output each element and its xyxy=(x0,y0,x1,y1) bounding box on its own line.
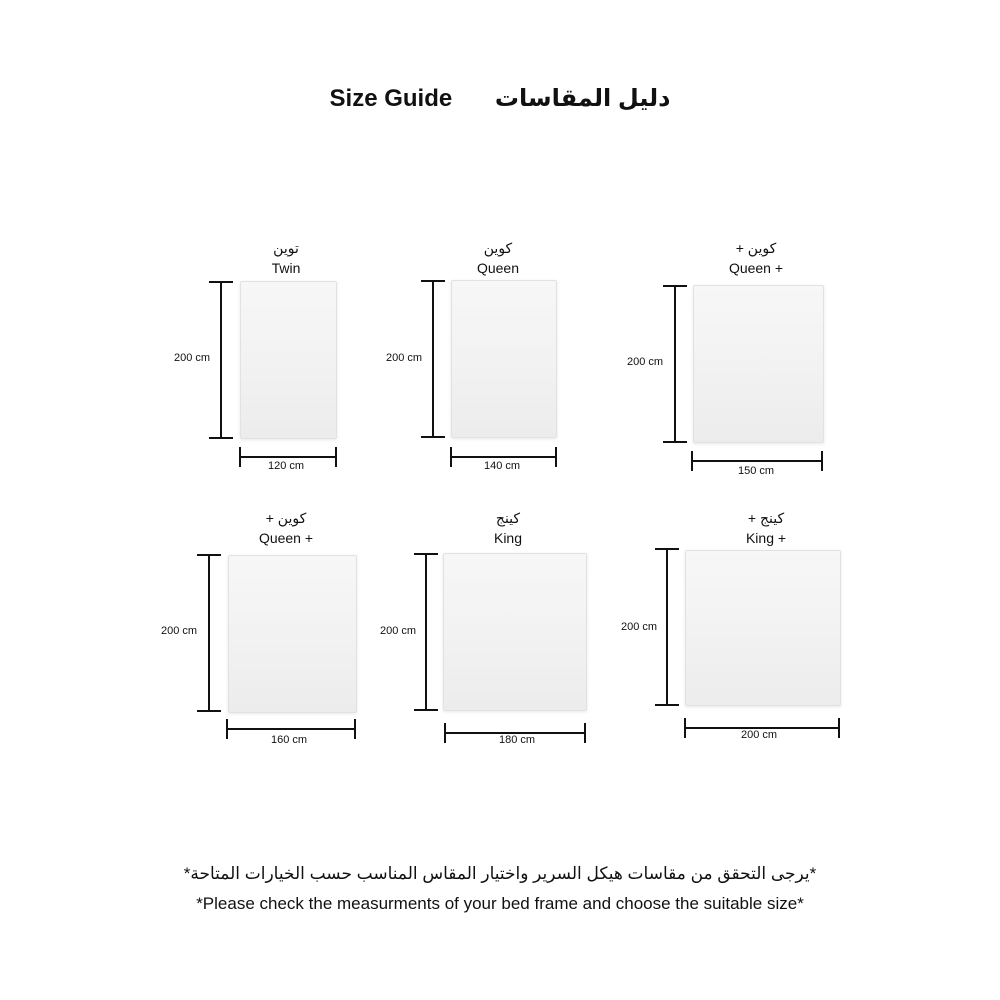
footer-note-english: *Please check the measurments of your bed frame and choose the suitable size* xyxy=(196,894,804,913)
mattress-image xyxy=(693,285,824,443)
size-label xyxy=(236,238,336,278)
size-name-arabic: كوين xyxy=(483,240,513,256)
page-title xyxy=(0,84,1000,113)
mattress-image xyxy=(443,553,587,711)
width-dimension-line xyxy=(450,456,557,458)
width-label: 160 cm xyxy=(271,734,308,746)
size-name-arabic: كوين + xyxy=(265,510,307,526)
title-english: Size Guide xyxy=(329,85,453,112)
length-dimension-line xyxy=(674,285,676,443)
length-dimension-line xyxy=(208,554,210,712)
length-dimension-line xyxy=(220,281,222,439)
width-label: 120 cm xyxy=(268,460,305,472)
size-name-arabic: توين xyxy=(273,240,299,256)
size-label xyxy=(458,508,558,548)
mattress-image xyxy=(228,555,357,713)
mattress-image xyxy=(685,550,841,706)
size-name-english: Twin xyxy=(271,260,301,276)
length-label: 200 cm xyxy=(161,625,198,637)
length-label: 200 cm xyxy=(386,352,423,364)
size-label xyxy=(706,238,806,278)
size-name-english: Queen + xyxy=(728,260,784,276)
size-name-arabic: كوين + xyxy=(735,240,777,256)
size-label xyxy=(448,238,548,278)
mattress-image xyxy=(451,280,557,438)
size-name-english: Queen + xyxy=(258,530,314,546)
footer-note-arabic: *يرجى التحقق من مقاسات هيكل السرير واختيار المقاس المناسب حسب الخيارات المتاحة* xyxy=(183,864,817,883)
size-name-arabic: كينج xyxy=(495,510,521,526)
size-label xyxy=(236,508,336,548)
size-name-arabic: كينج + xyxy=(747,510,785,526)
width-label: 140 cm xyxy=(484,460,521,472)
size-name-english: Queen xyxy=(476,260,520,276)
length-dimension-line xyxy=(425,553,427,711)
size-name-english: King xyxy=(493,530,523,546)
length-label: 200 cm xyxy=(174,352,211,364)
size-name-english: King + xyxy=(745,530,787,546)
length-dimension-line xyxy=(666,548,668,706)
length-label: 200 cm xyxy=(380,625,417,637)
mattress-image xyxy=(240,281,337,439)
width-dimension-line xyxy=(691,460,823,462)
width-label: 150 cm xyxy=(738,465,775,477)
size-label xyxy=(716,508,816,548)
width-label: 180 cm xyxy=(499,734,536,746)
width-dimension-line xyxy=(239,456,337,458)
length-label: 200 cm xyxy=(621,621,658,633)
length-dimension-line xyxy=(432,280,434,438)
title-arabic: دليل المقاسات xyxy=(494,85,671,112)
width-label: 200 cm xyxy=(741,729,778,741)
width-dimension-line xyxy=(226,728,356,730)
length-label: 200 cm xyxy=(627,356,664,368)
